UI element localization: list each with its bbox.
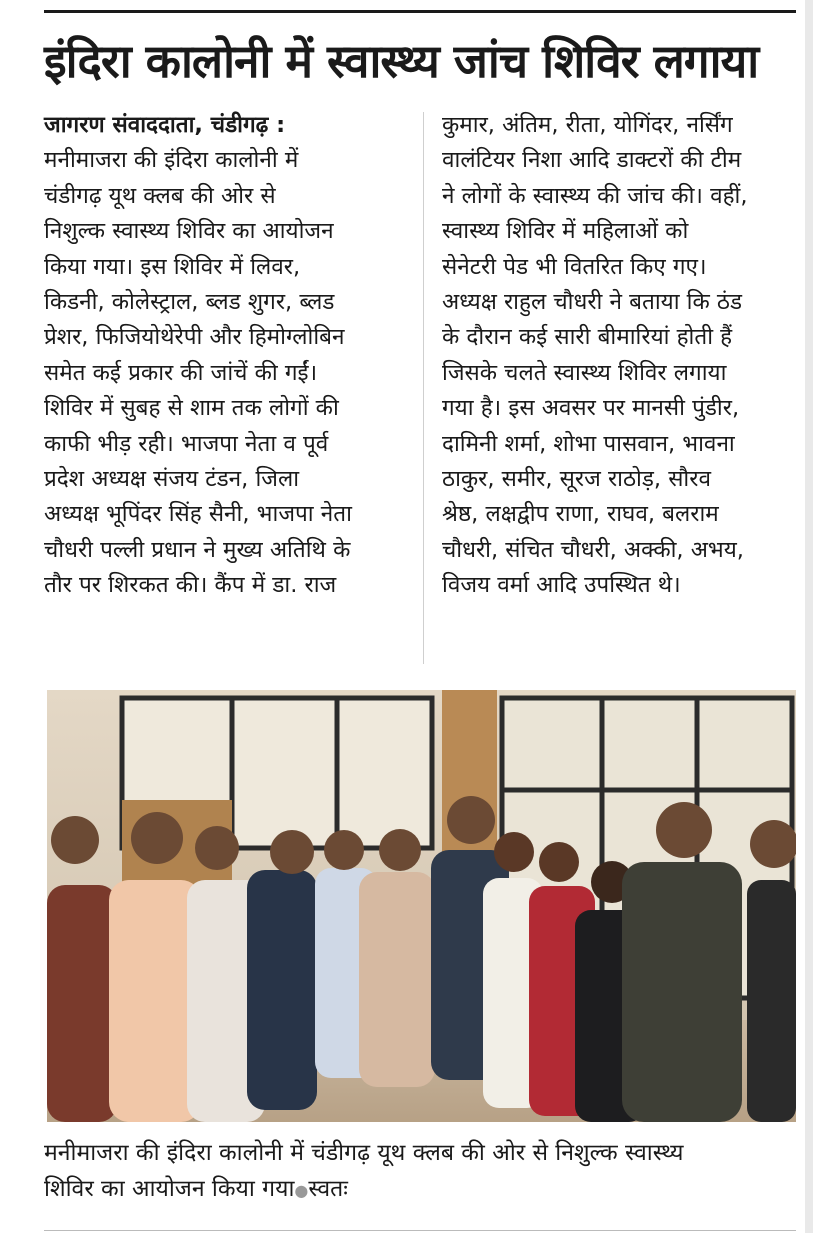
column-divider	[423, 112, 424, 664]
article-column-left	[44, 108, 404, 603]
bottom-rule	[44, 1230, 796, 1231]
article-line: किया गया। इस शिविर में लिवर,	[44, 253, 301, 280]
article-column-right	[442, 108, 802, 603]
article-line: शिविर में सुबह से शाम तक लोगों की	[44, 395, 339, 422]
top-rule	[44, 10, 796, 13]
article-line: किडनी, कोलेस्ट्राल, ब्लड शुगर, ब्लड	[44, 288, 335, 315]
page-edge	[805, 0, 813, 1233]
group-photo	[47, 690, 796, 1122]
article-line: मनीमाजरा की इंदिरा कालोनी में	[44, 147, 299, 174]
article-line: निशुल्क स्वास्थ्य शिविर का आयोजन	[44, 218, 334, 245]
article-line: तौर पर शिरकत की। कैंप में डा. राज	[44, 572, 337, 599]
caption-line-1: मनीमाजरा की इंदिरा कालोनी में चंडीगढ़ यूथ क्लब की ओर से निशुल्क स्वास्थ्य	[44, 1140, 684, 1166]
article-line: स्वास्थ्य शिविर में महिलाओं को	[442, 218, 689, 245]
article-line: काफी भीड़ रही। भाजपा नेता व पूर्व	[44, 430, 329, 457]
article-line: श्रेष्ठ, लक्षद्वीप राणा, राघव, बलराम	[442, 501, 719, 528]
group-photo-illustration	[47, 690, 796, 1122]
article-line: चौधरी पल्ली प्रधान ने मुख्य अतिथि के	[44, 536, 351, 563]
article-line: प्रदेश अध्यक्ष संजय टंडन, जिला	[44, 465, 300, 492]
article-line: वालंटियर निशा आदि डाक्टरों की टीम	[442, 147, 742, 174]
article-line: अध्यक्ष राहुल चौधरी ने बताया कि ठंड	[442, 288, 743, 315]
article-line: अध्यक्ष भूपिंदर सिंह सैनी, भाजपा नेता	[44, 501, 352, 528]
credit-bullet-icon: ●	[294, 1181, 309, 1200]
byline: जागरण संवाददाता, चंडीगढ़ :	[44, 112, 286, 138]
article-line: चौधरी, संचित चौधरी, अक्की, अभय,	[442, 536, 744, 563]
article-line: सेनेटरी पेड भी वितरित किए गए।	[442, 253, 707, 280]
article-line: गया है। इस अवसर पर मानसी पुंडीर,	[442, 395, 740, 422]
article-line: समेत कई प्रकार की जांचें की गईं।	[44, 359, 318, 386]
article-line: चंडीगढ़ यूथ क्लब की ओर से	[44, 182, 276, 209]
photo-caption	[44, 1135, 796, 1209]
article-line: जिसके चलते स्वास्थ्य शिविर लगाया	[442, 359, 727, 386]
article-line: ठाकुर, समीर, सूरज राठोड़, सौरव	[442, 465, 711, 492]
caption-line-2: शिविर का आयोजन किया गया	[44, 1176, 295, 1202]
headline: इंदिरा कालोनी में स्वास्थ्य जांच शिविर लगाया	[44, 34, 759, 88]
article-line: ने लोगों के स्वास्थ्य की जांच की। वहीं,	[442, 182, 748, 209]
article-line: विजय वर्मा आदि उपस्थित थे।	[442, 572, 681, 599]
article-line: के दौरान कई सारी बीमारियां होती हैं	[442, 324, 733, 351]
article-line: प्रेशर, फिजियोथेरेपी और हिमोग्लोबिन	[44, 324, 345, 351]
article-line: दामिनी शर्मा, शोभा पासवान, भावना	[442, 430, 735, 457]
photo-credit: स्वतः	[308, 1176, 348, 1202]
article-line: कुमार, अंतिम, रीता, योगिंदर, नर्सिंग	[442, 112, 733, 138]
